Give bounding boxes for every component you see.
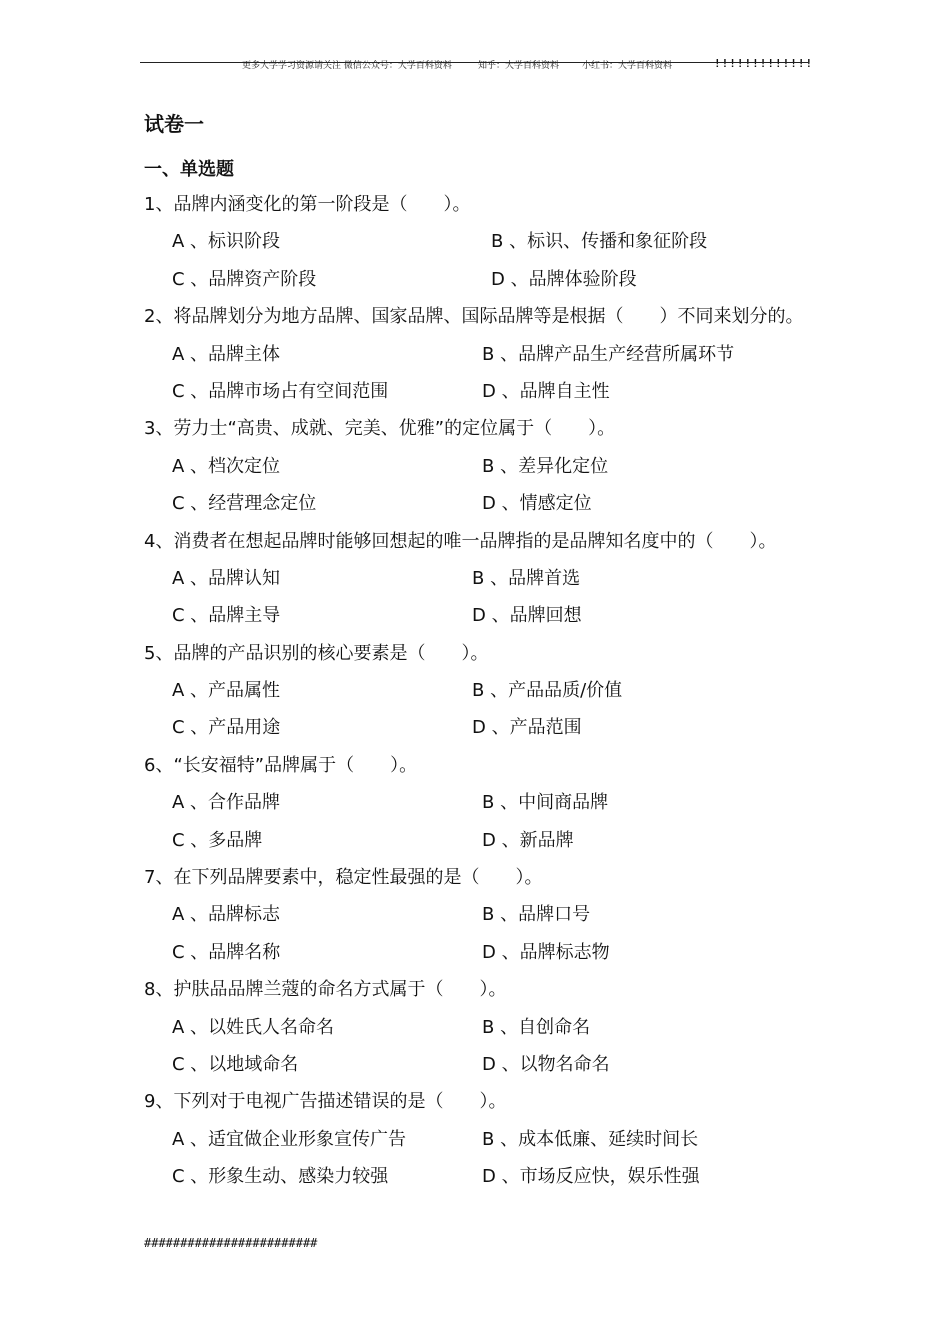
option-c: C 、形象生动、感染力较强 [172, 1166, 389, 1188]
question-9 [144, 1087, 824, 1199]
option-b: B 、差异化定位 [482, 455, 609, 477]
option-row [144, 900, 824, 937]
question-list [144, 190, 824, 1200]
option-d: D 、品牌自主性 [482, 380, 610, 402]
question-stem: 6、“长安福特”品牌属于（ ）。 [144, 754, 418, 776]
paper-title: 试卷一 [144, 112, 204, 136]
option-d: D 、情感定位 [482, 493, 592, 515]
header-zhihu-note: 知乎：大学百科资料 [478, 61, 560, 71]
option-d: D 、品牌体验阶段 [491, 268, 637, 290]
option-c: C 、多品牌 [172, 829, 263, 851]
option-c: C 、品牌市场占有空间范围 [172, 380, 389, 402]
option-row [144, 564, 824, 601]
question-stem: 4、消费者在想起品牌时能够回想起的唯一品牌指的是品牌知名度中的（ ）。 [144, 530, 777, 552]
question-6 [144, 751, 824, 863]
question-2 [144, 302, 824, 414]
option-a: A 、以姓氏人名命名 [172, 1016, 335, 1038]
option-b: B 、中间商品牌 [482, 792, 609, 814]
option-row [144, 826, 824, 863]
option-row [144, 1013, 824, 1050]
option-row [144, 265, 824, 302]
option-row [144, 340, 824, 377]
header-divider [140, 62, 808, 63]
option-a: A 、品牌主体 [172, 343, 281, 365]
option-d: D 、产品范围 [472, 717, 582, 739]
option-b: B 、自创命名 [482, 1016, 591, 1038]
option-c: C 、品牌主导 [172, 605, 281, 627]
option-row [144, 489, 824, 526]
option-a: A 、品牌标志 [172, 904, 281, 926]
question-4 [144, 527, 824, 639]
option-row [144, 1125, 824, 1162]
option-b: B 、产品品质/价值 [472, 680, 623, 702]
question-8 [144, 975, 824, 1087]
section-title: 一、单选题 [144, 159, 234, 180]
question-stem: 5、品牌的产品识别的核心要素是（ ）。 [144, 642, 489, 664]
footer-hash-marks: ######################## [144, 1236, 318, 1250]
question-stem: 9、下列对于电视广告描述错误的是（ ）。 [144, 1091, 507, 1113]
question-stem: 2、将品牌划分为地方品牌、国家品牌、国际品牌等是根据（ ）不同来划分的。 [144, 306, 804, 328]
option-a: A 、品牌认知 [172, 567, 281, 589]
header-exclamation-marks: !!!!!!!!!!!!! [714, 57, 814, 70]
header-xiaohongshu-note: 小红书：大学百科资料 [582, 61, 673, 71]
option-row [144, 601, 824, 638]
question-stem: 7、在下列品牌要素中，稳定性最强的是（ ）。 [144, 867, 543, 889]
option-row [144, 377, 824, 414]
option-d: D 、新品牌 [482, 829, 574, 851]
option-row [144, 1162, 824, 1199]
option-a: A 、标识阶段 [172, 231, 281, 253]
option-d: D 、品牌回想 [472, 605, 582, 627]
option-row [144, 227, 824, 264]
option-b: B 、成本低廉、延续时间长 [482, 1128, 699, 1150]
question-stem: 3、劳力士“高贵、成就、完美、优雅”的定位属于（ ）。 [144, 418, 616, 440]
question-5 [144, 639, 824, 751]
option-c: C 、品牌资产阶段 [172, 268, 317, 290]
option-c: C 、经营理念定位 [172, 493, 317, 515]
option-d: D 、市场反应快，娱乐性强 [482, 1166, 700, 1188]
option-a: A 、档次定位 [172, 455, 281, 477]
option-a: A 、合作品牌 [172, 792, 281, 814]
question-stem: 8、护肤品品牌兰蔻的命名方式属于（ ）。 [144, 979, 507, 1001]
option-b: B 、品牌产品生产经营所属环节 [482, 343, 735, 365]
option-row [144, 1050, 824, 1087]
option-b: B 、标识、传播和象征阶段 [491, 231, 708, 253]
option-row [144, 788, 824, 825]
question-3 [144, 414, 824, 526]
question-7 [144, 863, 824, 975]
option-c: C 、以地域命名 [172, 1053, 299, 1075]
option-row [144, 676, 824, 713]
option-row [144, 452, 824, 489]
option-row [144, 713, 824, 750]
option-a: A 、适宜做企业形象宣传广告 [172, 1128, 407, 1150]
option-b: B 、品牌口号 [482, 904, 591, 926]
question-1 [144, 190, 824, 302]
header-wechat-note: 更多大学学习资源请关注 微信公众号：大学百科资料 [242, 61, 452, 71]
option-c: C 、产品用途 [172, 717, 281, 739]
option-d: D 、以物名命名 [482, 1053, 610, 1075]
option-a: A 、产品属性 [172, 680, 281, 702]
option-row [144, 938, 824, 975]
option-c: C 、品牌名称 [172, 941, 281, 963]
option-b: B 、品牌首选 [472, 567, 581, 589]
question-stem: 1、品牌内涵变化的第一阶段是（ ）。 [144, 194, 471, 215]
option-d: D 、品牌标志物 [482, 941, 610, 963]
